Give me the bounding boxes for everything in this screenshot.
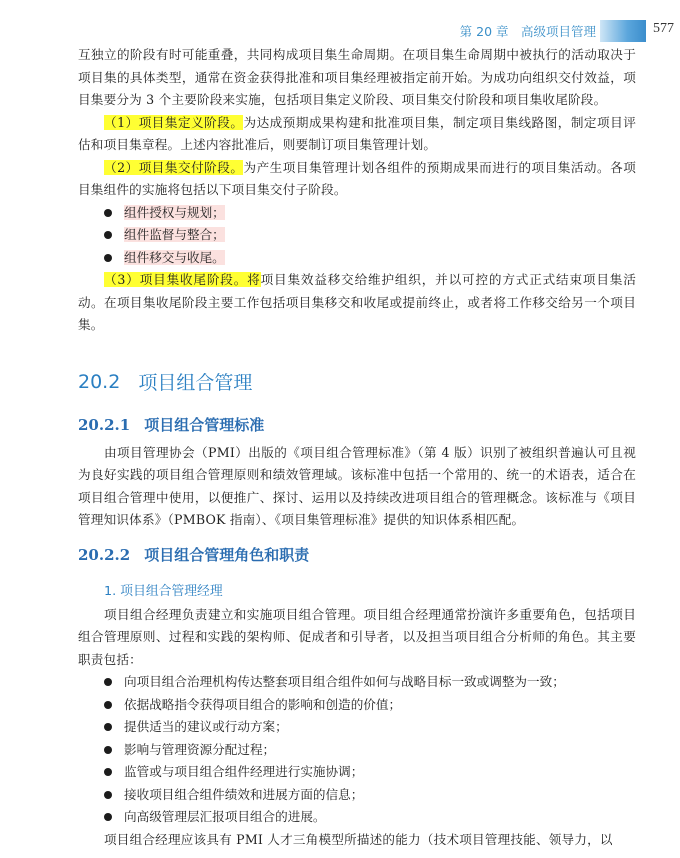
bullet-icon [104,768,112,776]
list-item: 向高级管理层汇报项目组合的进展。 [78,806,636,829]
list-item: 组件移交与收尾。 [78,247,636,270]
section-heading-20-2-2: 20.2.2 项目组合管理角色和职责 [78,545,310,564]
phase2-paragraph [78,157,636,202]
bullet-icon [104,209,112,217]
list-item: 组件授权与规划； [78,202,636,225]
closing-paragraph: 项目组合经理应该具有 PMI 人才三角模型所描述的能力（技术项目管理技能、领导力，以 [104,831,613,847]
section-heading-20-2: 20.2 项目组合管理 [78,370,253,394]
list-item: 组件监督与整合； [78,224,636,247]
header-color-bar [600,20,646,42]
list-item: 向项目组合治理机构传达整套项目组合组件如何与战略目标一致或调整为一致； [78,671,636,694]
list-item: 提供适当的建议或行动方案； [78,716,636,739]
phase2-text: 为产生项目集管理计划各组件的预期成果而进行的项目集活动。各项目集组件的实施将包括以下项目集交付子阶段。 [78,159,637,197]
phase3-paragraph [78,269,636,337]
bullet-icon [104,791,112,799]
phase2-label: （2）项目集交付阶段。 [104,159,244,175]
bullet-icon [104,746,112,754]
section-heading-20-2-1: 20.2.1 项目组合管理标准 [78,415,265,434]
standard-paragraph: 由项目管理协会（PMI）出版的《项目组合管理标准》（第 4 版）识别了被组织普遍认可且视为良好实践的项目组合管理原则和绩效管理域。该标准中包括一个常用的、统一的术语表，适合在项目组合管理中使用，以便推广、探讨、运用以及持续改进项目组合的管理概念。该标准与《项目管理知识体系》（PMBOK 指南）、《项目集管理标准》提供的知识体系相匹配。 [78,444,636,527]
list-item: 影响与管理资源分配过程； [78,739,636,762]
page-body [78,44,636,851]
bullet-icon [104,701,112,709]
duties-list [78,671,636,829]
portfolio-manager-paragraph: 项目组合经理负责建立和实施项目组合管理。项目组合经理通常扮演许多重要角色，包括项目组合管理原则、过程和实践的架构师、促成者和引导者，以及担当项目组合分析师的角色。其主要职责包括： [78,606,636,667]
bullet-icon [104,231,112,239]
phase3-text: 项目集效益移交给维护组织，并以可控的方式正式结束项目集活动。在项目集收尾阶段主要工作包括项目集移交和收尾或提前终止，或者将工作移交给另一个项目集。 [78,272,636,332]
phase3-label: （3）项目集收尾阶段。将 [104,272,261,287]
intro-paragraph: 互独立的阶段有时可能重叠，共同构成项目集生命周期。在项目集生命周期中被执行的活动取决于项目集的具体类型，通常在资金获得批准和项目集经理被指定前开始。为成功向组织交付效益，项目集要分为 3 个主要阶段来实施，包括项目集定义阶段、项目集交付阶段和项目集收尾阶段。 [78,47,636,107]
list-item: 监管或与项目组合组件经理进行实施协调； [78,761,636,784]
subheading-portfolio-manager: 1. 项目组合管理经理 [104,584,223,599]
phase1-text: 为达成预期成果构建和批准项目集，制定项目集线路图，制定项目评估和项目集章程。上述内容批准后，则要制订项目集管理计划。 [78,114,637,152]
chapter-title: 第 20 章 高级项目管理 [459,24,596,39]
phase1-label: （1）项目集定义阶段。 [104,114,244,130]
bullet-icon [104,723,112,731]
bullet-icon [104,813,112,821]
phase2-list [78,202,636,270]
list-item: 接收项目组合组件绩效和进展方面的信息； [78,784,636,807]
bullet-icon [104,254,112,262]
list-item: 依据战略指令获得项目组合的影响和创造的价值； [78,694,636,717]
page-number: 577 [653,21,674,36]
bullet-icon [104,678,112,686]
phase1-paragraph [78,112,636,157]
